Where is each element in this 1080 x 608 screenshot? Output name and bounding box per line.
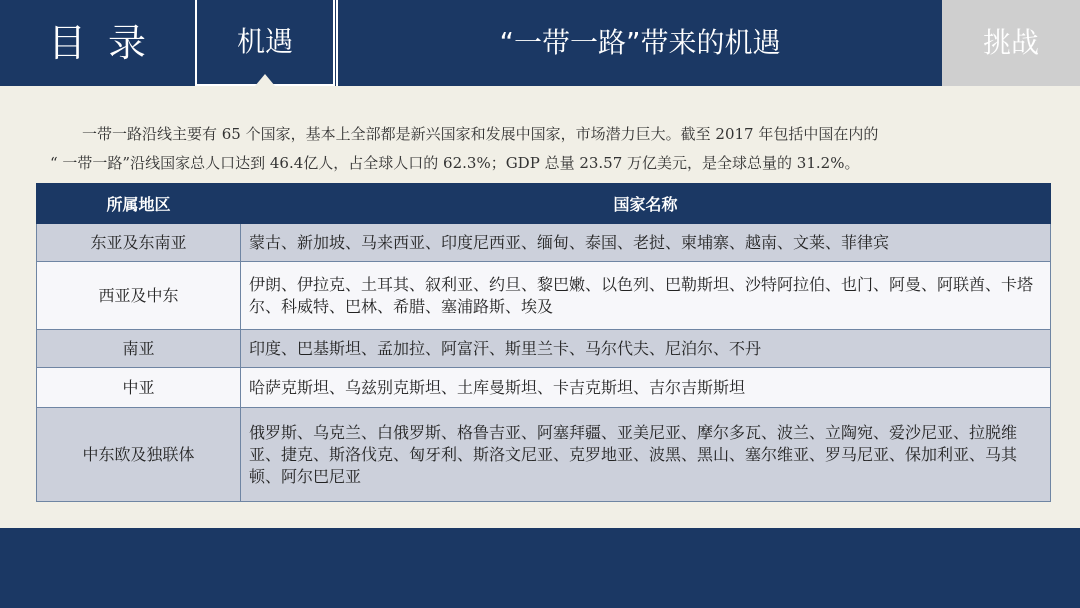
toc-title[interactable]: 目录 [48, 21, 169, 65]
countries-cell: 印度、巴基斯坦、孟加拉、阿富汗、斯里兰卡、马尔代夫、尼泊尔、不丹 [241, 330, 1051, 368]
intro-line-2: “ 一带一路”沿线国家总人口达到 46.4亿人，占全球人口的 62.3%；GDP 总量 23.57 万亿美元，是全球总量的 31.2%。 [50, 154, 860, 172]
table-row [37, 408, 1051, 502]
countries-cell: 俄罗斯、乌克兰、白俄罗斯、格鲁吉亚、阿塞拜疆、亚美尼亚、摩尔多瓦、波兰、立陶宛、爱沙尼亚、拉脱维亚、捷克、斯洛伐克、匈牙利、斯洛文尼亚、克罗地亚、波黑、黑山、塞尔维亚、罗马尼亚、保加利亚、马其顿、阿尔巴尼亚 [241, 408, 1051, 502]
tab-challenge[interactable]: 挑战 [942, 0, 1080, 86]
countries-cell: 伊朗、伊拉克、土耳其、叙利亚、约旦、黎巴嫩、以色列、巴勒斯坦、沙特阿拉伯、也门、阿曼、阿联酋、卡塔尔、科威特、巴林、希腊、塞浦路斯、埃及 [241, 262, 1051, 330]
header-countries: 国家名称 [241, 184, 1051, 224]
table-row [37, 330, 1051, 368]
table-row [37, 262, 1051, 330]
bottom-banner [0, 528, 1080, 608]
region-country-table [36, 183, 1051, 502]
region-cell: 中亚 [37, 368, 241, 408]
region-cell: 南亚 [37, 330, 241, 368]
countries-cell: 哈萨克斯坦、乌兹别克斯坦、土库曼斯坦、卡吉克斯坦、吉尔吉斯斯坦 [241, 368, 1051, 408]
table-row [37, 368, 1051, 408]
header-region: 所属地区 [37, 184, 241, 224]
table-header-row [37, 184, 1051, 224]
intro-line-1: 一带一路沿线主要有 65 个国家，基本上全部都是新兴国家和发展中国家，市场潜力巨大。截至 2017 年包括中国在内的 [82, 125, 879, 143]
tab-opportunity[interactable]: 机遇 [195, 0, 335, 86]
region-cell: 东亚及东南亚 [37, 224, 241, 262]
table-row [37, 224, 1051, 262]
countries-cell: 蒙古、新加坡、马来西亚、印度尼西亚、缅甸、泰国、老挝、柬埔寨、越南、文莱、菲律宾 [241, 224, 1051, 262]
region-cell: 中东欧及独联体 [37, 408, 241, 502]
page-title: “一带一路”带来的机遇 [336, 0, 942, 86]
intro-paragraph [50, 120, 1040, 178]
region-cell: 西亚及中东 [37, 262, 241, 330]
